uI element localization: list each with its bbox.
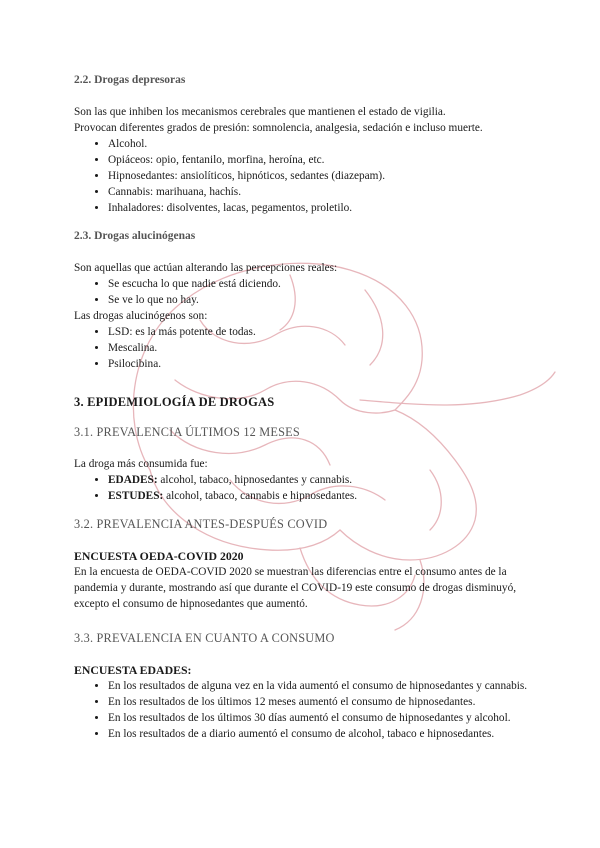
list-item: • Se ve lo que no hay. [108,292,534,308]
list-item: • En los resultados de los últimos 30 días aumentó el consumo de hipnosedantes y alcohol. [108,710,534,726]
paragraph: La droga más consumida fue: [74,458,208,470]
section-heading-3-1: 3.1. PREVALENCIA ÚLTIMOS 12 MESES [74,425,300,439]
list-item: • Mescalina. [108,340,534,356]
section-heading-2-3: 2.3. Drogas alucinógenas [74,230,196,242]
consumption-results-list [74,678,534,742]
depressant-drugs-list [74,136,534,216]
hallucination-effects-list [74,276,534,308]
list-item: • LSD: es la más potente de todas. [108,324,534,340]
paragraph: Son aquellas que actúan alterando las percepciones reales: [74,262,338,274]
list-item [108,488,534,504]
hallucinogen-drugs-list [74,324,534,372]
list-item: • Opiáceos: opio, fentanilo, morfina, heroína, etc. [108,152,534,168]
paragraph: Son las que inhiben los mecanismos cerebrales que mantienen el estado de vigilia. [74,106,446,118]
list-item: • En los resultados de a diario aumentó el consumo de alcohol, tabaco e hipnosedantes. [108,726,534,742]
document-body [74,66,534,742]
survey-text: alcohol, tabaco, hipnosedantes y cannabis. [157,474,353,486]
section-heading-3-3: 3.3. PREVALENCIA EN CUANTO A CONSUMO [74,631,335,645]
survey-label: EDADES: [108,474,158,486]
survey-label: ESTUDES: [108,490,164,502]
list-item [108,472,534,488]
paragraph: Las drogas alucinógenos son: [74,310,208,322]
list-item: • Inhaladores: disolventes, lacas, pegamentos, proletilo. [108,200,534,216]
survey-text: alcohol, tabaco, cannabis e hipnosedantes. [163,490,358,502]
list-item: • Cannabis: marihuana, hachís. [108,184,534,200]
list-item: • Se escucha lo que nadie está diciendo. [108,276,534,292]
subheading-edades: ENCUESTA EDADES: [74,663,192,677]
list-item: • Alcohol. [108,136,534,152]
list-item: • Psilocibina. [108,356,534,372]
section-heading-3-2: 3.2. PREVALENCIA ANTES-DESPUÉS COVID [74,517,328,531]
section-heading-2-2: 2.2. Drogas depresoras [74,74,186,86]
list-item: • En los resultados de los últimos 12 meses aumentó el consumo de hipnosedantes. [108,694,534,710]
paragraph: En la encuesta de OEDA-COVID 2020 se muestran las diferencias entre el consumo antes de la pandemia y durante, mostrando así que durante el COVID-19 este consumo de drogas disminuyó, excepto el consumo de hipnosedantes que aumentó. [74,566,517,610]
paragraph: Provocan diferentes grados de presión: somnolencia, analgesia, sedación e incluso muerte. [74,122,483,134]
list-item: • Hipnosedantes: ansiolíticos, hipnóticos, sedantes (diazepam). [108,168,534,184]
section-heading-3: 3. EPIDEMIOLOGÍA DE DROGAS [74,395,275,409]
subheading-oeda-covid: ENCUESTA OEDA-COVID 2020 [74,549,244,563]
list-item: • En los resultados de alguna vez en la vida aumentó el consumo de hipnosedantes y cannabis. [108,678,534,694]
most-consumed-list [74,472,534,504]
